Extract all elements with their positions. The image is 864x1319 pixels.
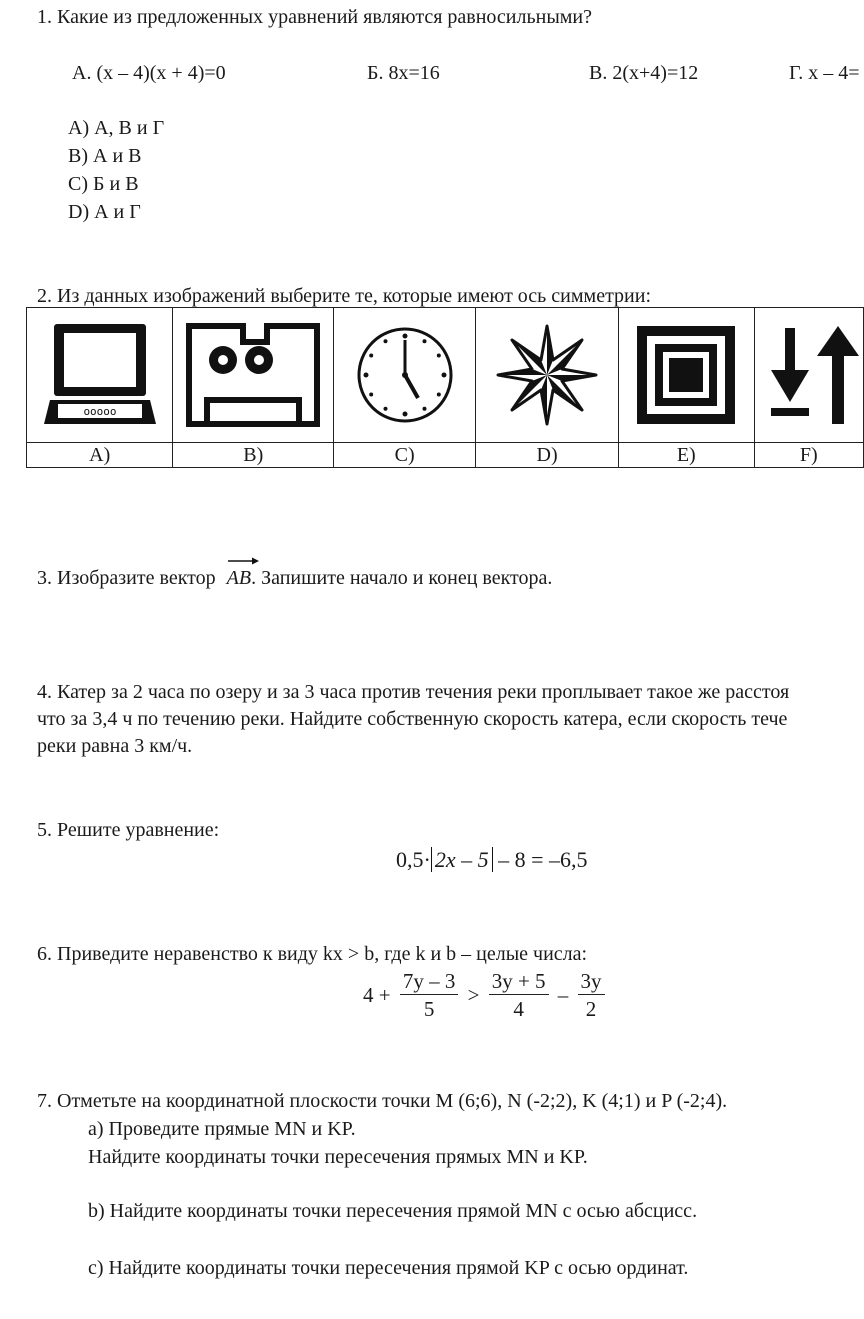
q6-frac1-num: 7y – 3 bbox=[400, 968, 459, 995]
figure-label-f: F) bbox=[754, 443, 863, 468]
q6-title: 6. Приведите неравенство к виду kx > b, где k и b – целые числа: bbox=[37, 943, 588, 965]
q1-equation-c: В. 2(x+4)=12 bbox=[589, 62, 699, 84]
q4-line-2: что за 3,4 ч по течению реки. Найдите собственную скорость катера, если скорость тече bbox=[37, 708, 788, 730]
q6-fraction-1 bbox=[400, 968, 459, 1023]
q6-frac3-num: 3y bbox=[578, 968, 605, 995]
q5-title: 5. Решите уравнение: bbox=[37, 819, 220, 841]
figure-label-a: A) bbox=[27, 443, 173, 468]
q1-option-c: C) Б и В bbox=[68, 173, 139, 195]
vector-arrow-icon bbox=[227, 556, 259, 566]
q1-option-b: B) А и В bbox=[68, 145, 142, 167]
q1-title: 1. Какие из предложенных уравнений являются равносильными? bbox=[37, 6, 592, 28]
vector-ab bbox=[227, 565, 251, 591]
q6-fraction-3 bbox=[578, 968, 605, 1023]
q5-equation bbox=[396, 846, 588, 875]
q6-fraction-2 bbox=[489, 968, 549, 1023]
q4-line-1: 4. Катер за 2 часа по озеру и за 3 часа против течения реки проплывает такое же расстоя bbox=[37, 681, 790, 703]
q6-inequality bbox=[363, 968, 609, 1023]
q6-frac3-den: 2 bbox=[585, 997, 597, 1021]
figure-cell-d bbox=[476, 308, 619, 443]
figure-cell-c bbox=[334, 308, 476, 443]
q6-frac2-den: 4 bbox=[513, 997, 524, 1021]
vector-label: AB bbox=[226, 567, 252, 589]
nested-squares-icon bbox=[631, 320, 741, 430]
figure-label-e: E) bbox=[619, 443, 754, 468]
computer-icon bbox=[40, 320, 160, 430]
q3-text-before: 3. Изобразите вектор bbox=[37, 567, 216, 589]
q1-option-a: A) А, В и Г bbox=[68, 117, 165, 139]
q6-frac1-den: 5 bbox=[423, 997, 435, 1021]
figure-label-d: D) bbox=[476, 443, 619, 468]
arrows-icon bbox=[759, 320, 859, 430]
q2-title: 2. Из данных изображений выберите те, которые имеют ось симметрии: bbox=[37, 285, 652, 307]
q3-text bbox=[37, 565, 552, 591]
svg-text:ooooo: ooooo bbox=[83, 405, 117, 418]
q7-part-c: c) Найдите координаты точки пересечения прямой KP с осью ординат. bbox=[88, 1257, 689, 1279]
q3-text-after: . Запишите начало и конец вектора. bbox=[251, 567, 553, 589]
q1-equation-d: Г. x – 4= bbox=[789, 62, 860, 84]
q6-minus: – bbox=[557, 982, 569, 1007]
figure-cell-a bbox=[27, 308, 173, 443]
q5-eq-left: 0,5· bbox=[396, 847, 431, 872]
figure-cell-b bbox=[173, 308, 334, 443]
q6-frac2-num: 3y + 5 bbox=[489, 968, 549, 995]
cassette-icon bbox=[183, 320, 323, 430]
figure-label-c: C) bbox=[334, 443, 476, 468]
q7-part-a-line-1: а) Проведите прямые MN и KP. bbox=[88, 1118, 356, 1140]
q7-part-b: b) Найдите координаты точки пересечения прямой MN с осью абсцисс. bbox=[88, 1200, 698, 1222]
q7-part-a-line-2: Найдите координаты точки пересечения прямых MN и KP. bbox=[88, 1146, 588, 1168]
q5-eq-abs: 2x – 5 bbox=[431, 847, 493, 872]
figure-cell-e bbox=[619, 308, 754, 443]
q6-term1: 4 + bbox=[363, 982, 391, 1007]
star-icon bbox=[492, 320, 602, 430]
figure-label-b: B) bbox=[173, 443, 334, 468]
clock-icon bbox=[350, 320, 460, 430]
q4-line-3: реки равна 3 км/ч. bbox=[37, 735, 193, 757]
q1-option-d: D) А и Г bbox=[68, 201, 141, 223]
q1-equation-b: Б. 8x=16 bbox=[367, 62, 440, 84]
q1-equation-a: А. (x – 4)(x + 4)=0 bbox=[72, 62, 226, 84]
symmetry-figures-table bbox=[26, 307, 864, 468]
q5-eq-right: – 8 = –6,5 bbox=[492, 847, 588, 872]
q6-gt: > bbox=[467, 982, 480, 1007]
q7-title: 7. Отметьте на координатной плоскости точки M (6;6), N (-2;2), K (4;1) и P (-2;4). bbox=[37, 1090, 728, 1112]
figure-cell-f bbox=[754, 308, 863, 443]
